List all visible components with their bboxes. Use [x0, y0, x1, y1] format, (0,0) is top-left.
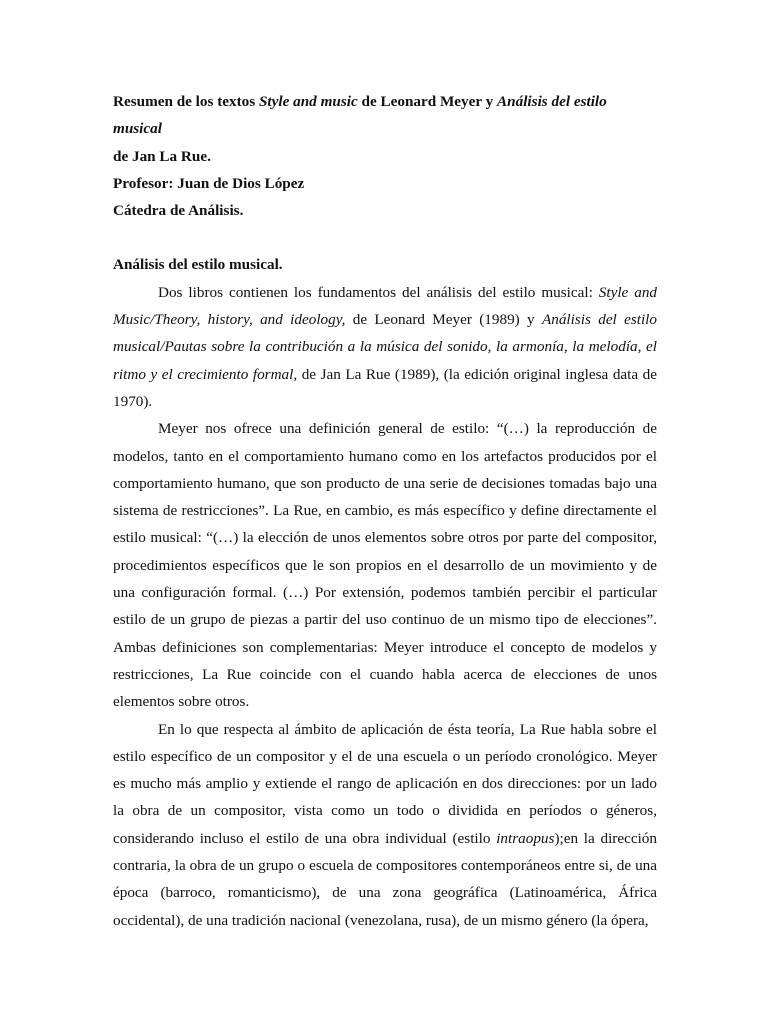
paragraph-text: );en la dirección contraria, la obra de un grupo o escuela de compositores contemporáneos entre si, de una época (barroco, romanticismo), de una zona geográfica (Latinoamérica, África occidental), de una tradición nacional (venezolana, rusa), de un mismo género (la ópera, — [113, 829, 657, 929]
paragraph-text: Dos libros contienen los fundamentos del análisis del estilo musical: — [158, 283, 599, 301]
chair-line: Cátedra de Análisis. — [113, 202, 244, 220]
paragraph-1 — [113, 279, 657, 415]
title-book-meyer: Style and music — [258, 93, 358, 110]
paragraph-3 — [113, 716, 657, 934]
book-title-larue: Análisis del estilo musical/Pautas sobre la contribución a la música del sonido, la armonía, la melodía, el ritmo y el crecimiento formal, — [113, 311, 657, 383]
paragraph-text: de Leonard Meyer (1989) y — [345, 311, 542, 329]
professor-line: Profesor: Juan de Dios López — [113, 174, 305, 192]
document-title-continued: de Jan La Rue. — [113, 147, 211, 165]
paragraph-text: de Jan La Rue (1989), (la edición original inglesa data de 1970). — [113, 365, 657, 410]
book-title-meyer: Style and Music/Theory, history, and ideology, — [113, 283, 658, 329]
document-page — [113, 88, 657, 934]
paragraph-2: Meyer nos ofrece una definición general de estilo: “(…) la reproducción de modelos, tanto en el comportamiento humano como en los artefactos producidos por el comportamiento humano, que son producto de una serie de decisiones tomadas bajo una sistema de restricciones”. La Rue, en cambio, es más específico y define directamente el estilo musical: “(…) la elección de unos elementos sobre otros por parte del compositor, procedimientos específicos que le son propios en el desarrollo de un movimiento y de una configuración formal. (…) Por extensión, podemos también percibir el particular estilo de un grupo de piezas a partir del uso continuo de un mismo tipo de elecciones”. Ambas definiciones son complementarias: Meyer introduce el concepto de modelos y restricciones, La Rue coincide con el cuando habla acerca de elecciones de unos elementos sobre otros. — [113, 420, 657, 711]
document-title — [113, 88, 657, 143]
section-heading: Análisis del estilo musical. — [113, 256, 283, 274]
title-book-larue: Análisis del estilo musical — [113, 93, 607, 138]
paragraph-text: En lo que respecta al ámbito de aplicación de ésta teoría, La Rue habla sobre el estilo específico de un compositor y el de una escuela o un período cronológico. Meyer es mucho más amplio y extiende el rango de aplicación en dos direcciones: por un lado la obra de un compositor, vista como un todo o dividida en períodos o géneros, considerando incluso el estilo de una obra individual (estilo — [113, 720, 657, 847]
spacer — [113, 224, 657, 251]
title-text: Resumen de los textos — [113, 93, 259, 110]
intraopus-term: intraopus — [496, 829, 555, 847]
title-text: de Leonard Meyer y — [357, 93, 498, 110]
